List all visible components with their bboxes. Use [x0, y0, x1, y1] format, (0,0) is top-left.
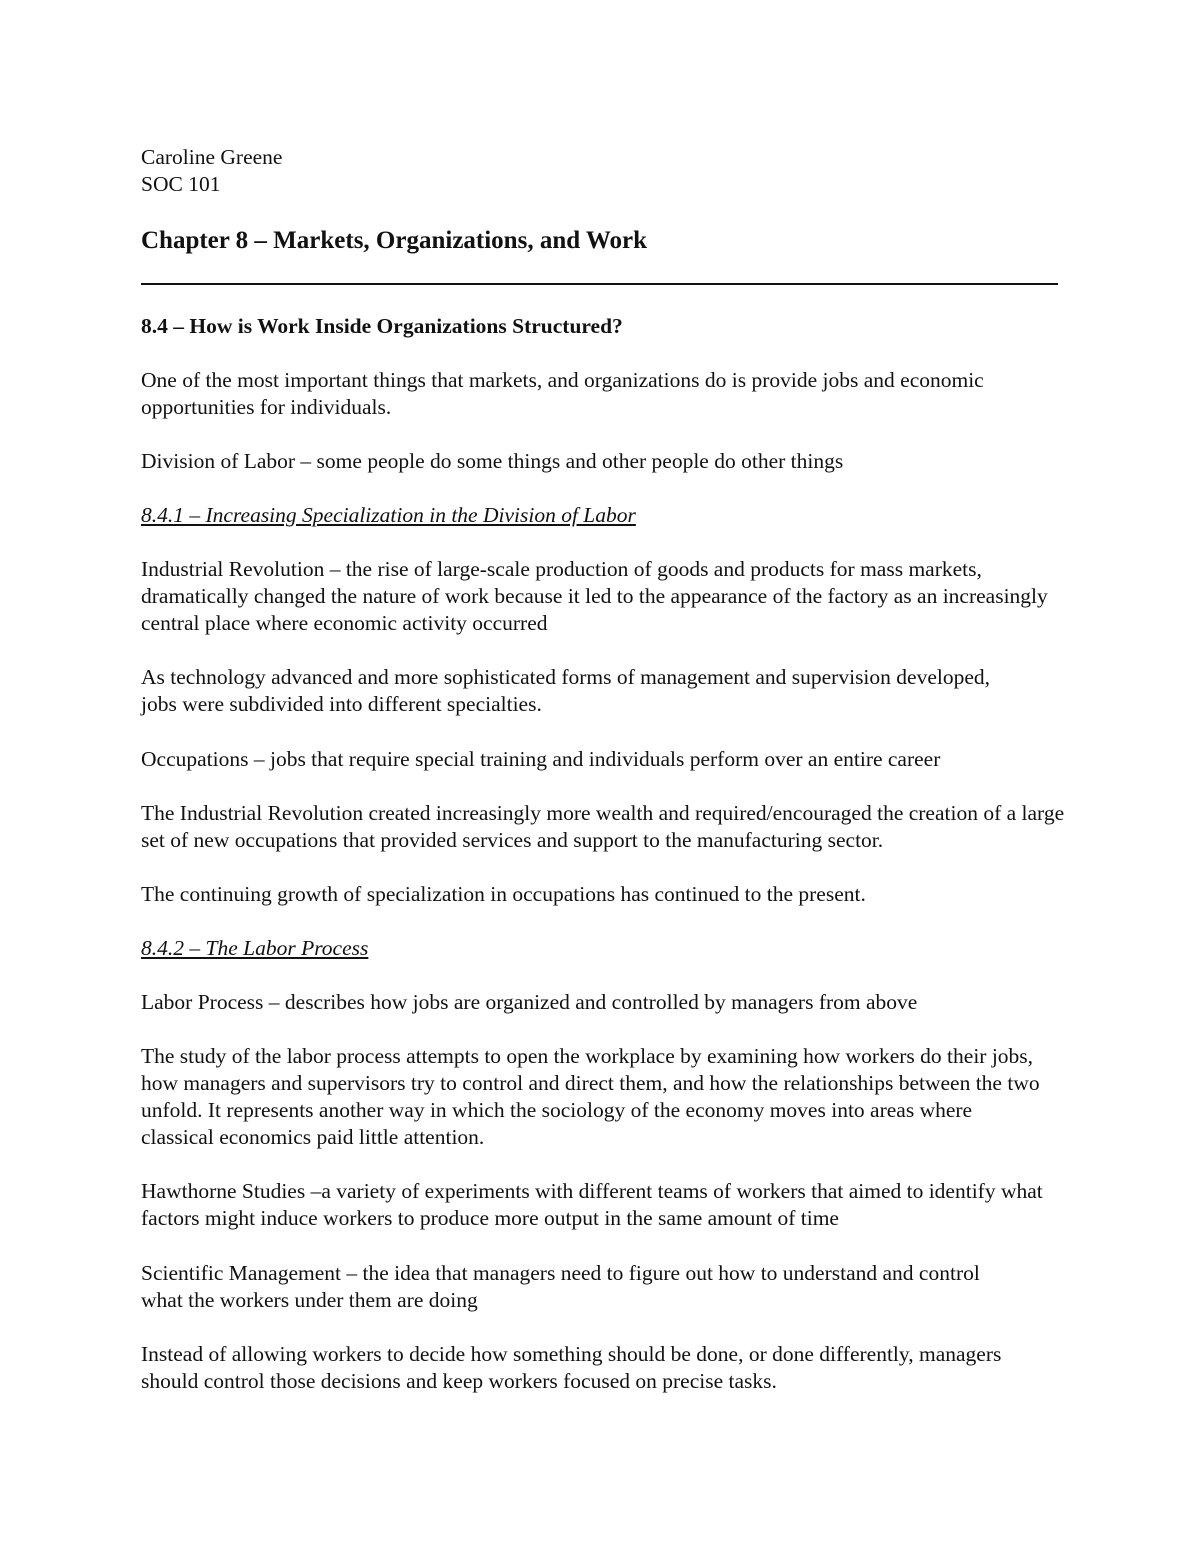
- chapter-title: Chapter 8 – Markets, Organizations, and Work: [141, 227, 648, 254]
- industrial-revolution-paragraph: Industrial Revolution – the rise of large-scale production of goods and products for mass markets, dramatically changed the nature of work because it led to the appearance of the factory as an increasingly central place where economic activity occurred: [141, 557, 1048, 635]
- section-heading: 8.4 – How is Work Inside Organizations Structured?: [141, 314, 623, 338]
- technology-paragraph: As technology advanced and more sophisticated forms of management and supervision developed, jobs were subdivided into different specialties.: [141, 665, 991, 716]
- author-name: Caroline Greene: [141, 145, 283, 169]
- labor-process-study-paragraph: The study of the labor process attempts to open the workplace by examining how workers do their jobs, how managers and supervisors try to control and direct them, and how the relationships between the two unfold. It represents another way in which the sociology of the economy moves into areas where classical economics paid little attention.: [141, 1044, 1040, 1149]
- labor-process-definition: Labor Process – describes how jobs are organized and controlled by managers from above: [141, 990, 918, 1014]
- title-divider: [141, 283, 1058, 285]
- course-code: SOC 101: [141, 172, 221, 196]
- managerial-control-paragraph: Instead of allowing workers to decide how something should be done, or done differently, managers should control those decisions and keep workers focused on precise tasks.: [141, 1342, 1002, 1393]
- subsection-heading-specialization: 8.4.1 – Increasing Specialization in the Division of Labor: [141, 503, 636, 527]
- hawthorne-studies-definition: Hawthorne Studies –a variety of experiments with different teams of workers that aimed to identify what factors might induce workers to produce more output in the same amount of time: [141, 1179, 1043, 1230]
- specialization-growth-paragraph: The continuing growth of specialization in occupations has continued to the present.: [141, 882, 866, 906]
- scientific-management-definition: Scientific Management – the idea that managers need to figure out how to understand and control what the workers under them are doing: [141, 1261, 980, 1312]
- section-intro: One of the most important things that markets, and organizations do is provide jobs and economic opportunities for individuals.: [141, 368, 984, 419]
- industrial-revolution-wealth-paragraph: The Industrial Revolution created increasingly more wealth and required/encouraged the creation of a large set of new occupations that provided services and support to the manufacturing sector.: [141, 801, 1065, 852]
- occupations-definition: Occupations – jobs that require special training and individuals perform over an entire career: [141, 747, 941, 771]
- division-of-labor-definition: Division of Labor – some people do some things and other people do other things: [141, 449, 844, 473]
- subsection-heading-labor-process: 8.4.2 – The Labor Process: [141, 936, 369, 960]
